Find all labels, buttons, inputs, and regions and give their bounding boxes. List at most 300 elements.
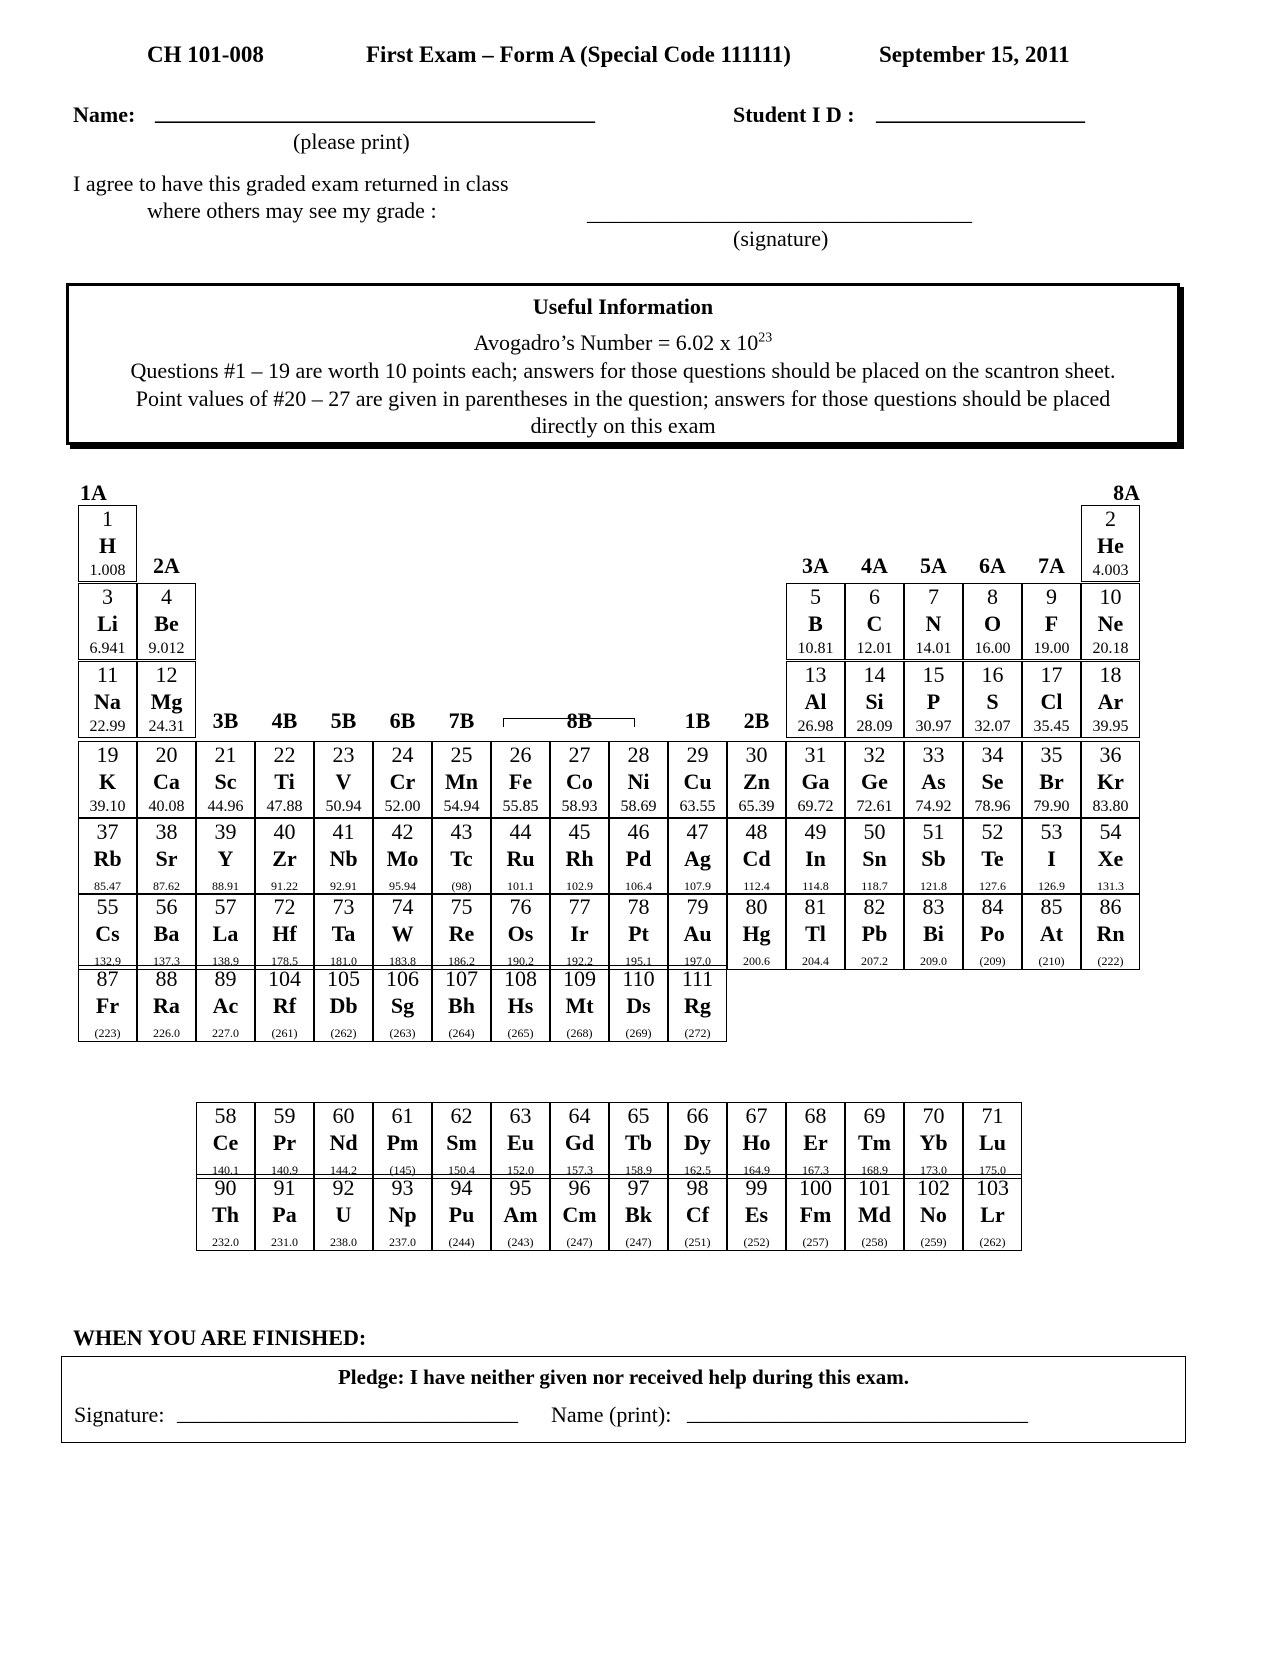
element-cell-hs <box>491 965 550 1042</box>
signature-caption: (signature) <box>733 226 829 251</box>
exam-title: First Exam – Form A (Special Code 111111) <box>366 42 791 67</box>
avogadro-exponent: 23 <box>758 330 773 346</box>
element-cell-md <box>845 1174 904 1251</box>
atomic-mass: 127.6 <box>979 879 1006 893</box>
element-cell-mt <box>550 965 609 1042</box>
element-cell-y <box>196 818 255 895</box>
element-cell-w <box>373 893 432 970</box>
atomic-mass: 78.96 <box>974 798 1011 815</box>
atomic-mass: 24.31 <box>148 718 185 735</box>
atomic-mass: 1.008 <box>89 562 126 579</box>
atomic-number: 4 <box>161 584 172 609</box>
element-cell-se <box>963 741 1022 818</box>
element-symbol: B <box>808 611 823 636</box>
student-id-field[interactable]: ___________________ <box>876 100 1085 125</box>
element-symbol: S <box>986 689 999 714</box>
element-symbol: Ho <box>742 1130 771 1155</box>
element-cell-fe <box>491 741 550 818</box>
atomic-number: 17 <box>1040 662 1063 687</box>
element-cell-tc <box>432 818 491 895</box>
element-symbol: Ni <box>627 769 650 794</box>
element-cell-sn <box>845 818 904 895</box>
element-symbol: Cf <box>685 1202 710 1227</box>
element-symbol: F <box>1044 611 1059 636</box>
atomic-number: 66 <box>686 1103 709 1128</box>
atomic-number: 20 <box>155 742 178 767</box>
atomic-mass: 197.0 <box>684 954 711 968</box>
pledge-signature-field[interactable]: _______________________________ <box>177 1400 518 1425</box>
atomic-number: 95 <box>509 1175 532 1200</box>
atomic-number: 80 <box>745 894 768 919</box>
element-symbol: Ag <box>684 846 711 871</box>
element-cell-co <box>550 741 609 818</box>
element-cell-cm <box>550 1174 609 1251</box>
element-cell-ba <box>137 893 196 970</box>
element-symbol: He <box>1097 533 1124 558</box>
atomic-mass: (210) <box>1038 954 1065 968</box>
element-cell-pt <box>609 893 668 970</box>
element-cell-ho <box>727 1102 786 1179</box>
element-cell-yb <box>904 1102 963 1179</box>
atomic-mass: (269) <box>625 1026 652 1040</box>
atomic-number: 72 <box>273 894 296 919</box>
element-symbol: Sb <box>921 846 946 871</box>
atomic-number: 91 <box>273 1175 296 1200</box>
atomic-mass: (262) <box>330 1026 357 1040</box>
pledge-text: Pledge: I have neither given nor received help during this exam. <box>337 1365 910 1389</box>
element-symbol: Si <box>865 689 884 714</box>
element-cell-th <box>196 1174 255 1251</box>
atomic-mass: 87.62 <box>153 879 180 893</box>
element-cell-np <box>373 1174 432 1251</box>
element-cell-rh <box>550 818 609 895</box>
atomic-number: 51 <box>922 819 945 844</box>
atomic-number: 96 <box>568 1175 591 1200</box>
element-symbol: Th <box>212 1202 239 1227</box>
atomic-mass: 102.9 <box>566 879 593 893</box>
element-cell-tm <box>845 1102 904 1179</box>
element-cell-at <box>1022 893 1081 970</box>
atomic-number: 10 <box>1099 584 1122 609</box>
element-symbol: Pd <box>625 846 652 871</box>
element-symbol: At <box>1039 921 1064 946</box>
atomic-number: 18 <box>1099 662 1122 687</box>
atomic-mass: 131.3 <box>1097 879 1124 893</box>
element-symbol: Au <box>683 921 712 946</box>
element-symbol: N <box>925 611 942 636</box>
element-symbol: Bi <box>923 921 944 946</box>
atomic-number: 49 <box>804 819 827 844</box>
atomic-number: 40 <box>273 819 296 844</box>
atomic-number: 68 <box>804 1103 827 1128</box>
info-title: Useful Information <box>532 294 714 319</box>
atomic-mass: 83.80 <box>1092 798 1129 815</box>
atomic-number: 7 <box>928 584 939 609</box>
atomic-number: 27 <box>568 742 591 767</box>
atomic-mass: 152.0 <box>507 1163 534 1177</box>
element-cell-s <box>963 661 1022 738</box>
group-label-1b: 1B <box>684 708 711 733</box>
element-symbol: Mo <box>386 846 419 871</box>
atomic-number: 21 <box>214 742 237 767</box>
atomic-number: 107 <box>445 966 478 991</box>
atomic-number: 75 <box>450 894 473 919</box>
atomic-number: 79 <box>686 894 709 919</box>
element-symbol: K <box>98 769 117 794</box>
element-symbol: Nb <box>329 846 358 871</box>
atomic-mass: (145) <box>389 1163 416 1177</box>
element-cell-h <box>78 505 137 582</box>
atomic-mass: 79.90 <box>1033 798 1070 815</box>
atomic-number: 19 <box>96 742 119 767</box>
element-symbol: Cd <box>742 846 771 871</box>
element-cell-os <box>491 893 550 970</box>
group-label-6a: 6A <box>979 553 1006 578</box>
atomic-mass: 226.0 <box>153 1026 180 1040</box>
atomic-mass: 181.0 <box>330 954 357 968</box>
atomic-number: 101 <box>858 1175 891 1200</box>
element-symbol: Hg <box>742 921 771 946</box>
agree-text-2: where others may see my grade : <box>147 198 437 223</box>
element-cell-zn <box>727 741 786 818</box>
element-symbol: Dy <box>684 1130 711 1155</box>
atomic-number: 93 <box>391 1175 414 1200</box>
atomic-number: 52 <box>981 819 1004 844</box>
atomic-mass: (247) <box>625 1235 652 1249</box>
element-symbol: Ds <box>626 993 651 1018</box>
atomic-number: 98 <box>686 1175 709 1200</box>
info-line-1: Questions #1 – 19 are worth 10 points each; answers for those questions should be placed on the scantron sheet. <box>130 358 1116 383</box>
atomic-number: 2 <box>1105 506 1116 531</box>
element-symbol: Pr <box>272 1130 297 1155</box>
atomic-mass: 26.98 <box>797 718 834 735</box>
atomic-number: 62 <box>450 1103 473 1128</box>
element-symbol: O <box>983 611 1002 636</box>
element-symbol: Y <box>217 846 234 871</box>
atomic-number: 60 <box>332 1103 355 1128</box>
element-symbol: Ga <box>801 769 830 794</box>
atomic-number: 110 <box>622 966 655 991</box>
atomic-number: 33 <box>922 742 945 767</box>
atomic-number: 9 <box>1046 584 1057 609</box>
element-cell-p <box>904 661 963 738</box>
atomic-mass: (243) <box>507 1235 534 1249</box>
atomic-mass: (257) <box>802 1235 829 1249</box>
atomic-number: 44 <box>509 819 532 844</box>
atomic-number: 48 <box>745 819 768 844</box>
atomic-mass: 183.8 <box>389 954 416 968</box>
element-cell-xe <box>1081 818 1140 895</box>
avogadro-text: Avogadro’s Number = 6.02 x 10 <box>473 330 759 355</box>
atomic-number: 73 <box>332 894 355 919</box>
element-cell-la <box>196 893 255 970</box>
atomic-mass: 112.4 <box>743 879 770 893</box>
atomic-number: 45 <box>568 819 591 844</box>
atomic-number: 12 <box>155 662 178 687</box>
element-cell-es <box>727 1174 786 1251</box>
atomic-number: 50 <box>863 819 886 844</box>
element-symbol: Pm <box>386 1130 419 1155</box>
atomic-number: 46 <box>627 819 650 844</box>
atomic-number: 81 <box>804 894 827 919</box>
element-symbol: Ta <box>331 921 356 946</box>
element-symbol: Rg <box>684 993 711 1018</box>
atomic-mass: 158.9 <box>625 1163 652 1177</box>
atomic-mass: 47.88 <box>266 798 303 815</box>
atomic-mass: 72.61 <box>856 798 893 815</box>
atomic-mass: 167.3 <box>802 1163 829 1177</box>
element-symbol: Fm <box>799 1202 832 1227</box>
atomic-number: 24 <box>391 742 414 767</box>
atomic-mass: (222) <box>1097 954 1124 968</box>
element-cell-li <box>78 583 137 660</box>
atomic-number: 77 <box>568 894 591 919</box>
group-label-7b: 7B <box>448 708 475 733</box>
element-cell-tl <box>786 893 845 970</box>
atomic-mass: 173.0 <box>920 1163 947 1177</box>
element-cell-mn <box>432 741 491 818</box>
atomic-mass: 69.72 <box>797 798 834 815</box>
atomic-mass: 20.18 <box>1092 640 1129 657</box>
element-cell-nd <box>314 1102 373 1179</box>
group-label-4b: 4B <box>271 708 298 733</box>
element-symbol: La <box>212 921 239 946</box>
atomic-number: 103 <box>976 1175 1009 1200</box>
atomic-number: 102 <box>917 1175 950 1200</box>
atomic-number: 1 <box>102 506 113 531</box>
element-symbol: Cu <box>683 769 712 794</box>
element-symbol: Fe <box>508 769 533 794</box>
element-symbol: Lu <box>979 1130 1006 1155</box>
atomic-mass: 58.93 <box>561 798 598 815</box>
element-cell-sm <box>432 1102 491 1179</box>
element-symbol: Sr <box>155 846 178 871</box>
finish-heading: WHEN YOU ARE FINISHED: <box>73 1325 367 1350</box>
atomic-mass: 114.8 <box>802 879 829 893</box>
element-cell-ru <box>491 818 550 895</box>
element-symbol: Be <box>154 611 179 636</box>
atomic-mass: 140.9 <box>271 1163 298 1177</box>
element-symbol: Er <box>803 1130 828 1155</box>
atomic-number: 84 <box>981 894 1004 919</box>
atomic-mass: 14.01 <box>915 640 952 657</box>
element-symbol: Ne <box>1097 611 1124 636</box>
atomic-number: 14 <box>863 662 886 687</box>
element-cell-bh <box>432 965 491 1042</box>
atomic-number: 99 <box>745 1175 768 1200</box>
pledge-name-label: Name (print): <box>551 1402 672 1427</box>
atomic-mass: 19.00 <box>1033 640 1070 657</box>
atomic-mass: (244) <box>448 1235 475 1249</box>
atomic-mass: 132.9 <box>94 954 121 968</box>
atomic-mass: 58.69 <box>620 798 657 815</box>
atomic-mass: (247) <box>566 1235 593 1249</box>
atomic-mass: 30.97 <box>915 718 952 735</box>
info-line-2: Point values of #20 – 27 are given in parentheses in the question; answers for those questions should be placed <box>135 386 1111 411</box>
element-symbol: Ra <box>153 993 180 1018</box>
element-symbol: Os <box>507 921 534 946</box>
atomic-mass: 238.0 <box>330 1235 357 1249</box>
atomic-mass: 232.0 <box>212 1235 239 1249</box>
atomic-number: 100 <box>799 1175 832 1200</box>
element-symbol: P <box>926 689 941 714</box>
element-cell-ge <box>845 741 904 818</box>
name-field[interactable]: ________________________________________ <box>155 100 595 125</box>
element-symbol: Xe <box>1097 846 1124 871</box>
group-label-6b: 6B <box>389 708 416 733</box>
atomic-mass: (252) <box>743 1235 770 1249</box>
atomic-number: 104 <box>268 966 301 991</box>
element-cell-ds <box>609 965 668 1042</box>
atomic-number: 64 <box>568 1103 591 1128</box>
element-symbol: Kr <box>1097 769 1124 794</box>
element-cell-lu <box>963 1102 1022 1179</box>
group-label-5b: 5B <box>330 708 357 733</box>
element-cell-bi <box>904 893 963 970</box>
element-cell-c <box>845 583 904 660</box>
element-cell-eu <box>491 1102 550 1179</box>
element-symbol: Ru <box>506 846 535 871</box>
atomic-mass: 175.0 <box>979 1163 1006 1177</box>
element-symbol: Pt <box>628 921 649 946</box>
element-cell-sg <box>373 965 432 1042</box>
element-symbol: V <box>335 769 352 794</box>
element-cell-ti <box>255 741 314 818</box>
group-label-1a: 1A <box>80 480 107 505</box>
element-symbol: Es <box>744 1202 769 1227</box>
atomic-number: 57 <box>214 894 237 919</box>
atomic-mass: (265) <box>507 1026 534 1040</box>
atomic-mass: 12.01 <box>856 640 893 657</box>
atomic-mass: (262) <box>979 1235 1006 1249</box>
exam-date: September 15, 2011 <box>879 42 1070 67</box>
atomic-number: 54 <box>1099 819 1122 844</box>
element-cell-lr <box>963 1174 1022 1251</box>
element-cell-u <box>314 1174 373 1251</box>
group-label-7a: 7A <box>1038 553 1065 578</box>
atomic-number: 97 <box>627 1175 650 1200</box>
element-cell-ir <box>550 893 609 970</box>
signature-field[interactable]: ___________________________________ <box>587 200 972 225</box>
element-cell-hf <box>255 893 314 970</box>
element-symbol: Sn <box>862 846 887 871</box>
atomic-mass: 10.81 <box>797 640 834 657</box>
element-cell-n <box>904 583 963 660</box>
element-cell-mo <box>373 818 432 895</box>
element-cell-ca <box>137 741 196 818</box>
atomic-number: 82 <box>863 894 886 919</box>
element-cell-f <box>1022 583 1081 660</box>
element-cell-re <box>432 893 491 970</box>
element-symbol: Sc <box>214 769 237 794</box>
element-symbol: Yb <box>919 1130 948 1155</box>
atomic-mass: 6.941 <box>89 640 126 657</box>
atomic-number: 22 <box>273 742 296 767</box>
atomic-mass: 207.2 <box>861 954 888 968</box>
element-cell-rf <box>255 965 314 1042</box>
atomic-mass: 150.4 <box>448 1163 475 1177</box>
atomic-mass: 121.8 <box>920 879 947 893</box>
element-cell-k <box>78 741 137 818</box>
element-symbol: Db <box>329 993 358 1018</box>
atomic-mass: (272) <box>684 1026 711 1040</box>
element-symbol: Se <box>981 769 1004 794</box>
element-cell-v <box>314 741 373 818</box>
element-cell-b <box>786 583 845 660</box>
group-label-4a: 4A <box>861 553 888 578</box>
atomic-mass: (251) <box>684 1235 711 1249</box>
atomic-mass: (258) <box>861 1235 888 1249</box>
atomic-number: 78 <box>627 894 650 919</box>
atomic-mass: (263) <box>389 1026 416 1040</box>
element-symbol: Am <box>503 1202 538 1227</box>
atomic-number: 90 <box>214 1175 237 1200</box>
element-symbol: Ba <box>153 921 180 946</box>
element-symbol: Fr <box>95 993 120 1018</box>
atomic-number: 69 <box>863 1103 886 1128</box>
element-cell-ar <box>1081 661 1140 738</box>
element-symbol: Al <box>804 689 827 714</box>
group-label-8b: 8B <box>566 708 593 733</box>
atomic-number: 25 <box>450 742 473 767</box>
atomic-mass: 126.9 <box>1038 879 1065 893</box>
atomic-number: 55 <box>96 894 119 919</box>
atomic-number: 23 <box>332 742 355 767</box>
pledge-name-field[interactable]: _______________________________ <box>687 1400 1028 1425</box>
atomic-number: 71 <box>981 1103 1004 1128</box>
element-symbol: Md <box>858 1202 891 1227</box>
group-8b-bracket <box>503 718 635 727</box>
element-cell-er <box>786 1102 845 1179</box>
element-symbol: As <box>921 769 946 794</box>
element-cell-al <box>786 661 845 738</box>
element-cell-he <box>1081 505 1140 582</box>
atomic-mass: (264) <box>448 1026 475 1040</box>
element-symbol: Pa <box>272 1202 297 1227</box>
atomic-mass: (223) <box>94 1026 121 1040</box>
element-symbol: Cm <box>562 1202 597 1227</box>
element-cell-zr <box>255 818 314 895</box>
group-label-2a: 2A <box>153 553 180 578</box>
atomic-mass: 118.7 <box>861 879 888 893</box>
student-id-label: Student I D : <box>733 102 855 127</box>
atomic-mass: 200.6 <box>743 954 770 968</box>
element-symbol: Ti <box>274 769 295 794</box>
element-symbol: Ir <box>570 921 589 946</box>
element-cell-te <box>963 818 1022 895</box>
atomic-mass: (261) <box>271 1026 298 1040</box>
element-cell-ta <box>314 893 373 970</box>
element-symbol: Mg <box>150 689 183 714</box>
atomic-mass: 190.2 <box>507 954 534 968</box>
atomic-number: 105 <box>327 966 360 991</box>
element-symbol: Te <box>981 846 1004 871</box>
element-cell-ac <box>196 965 255 1042</box>
element-cell-ce <box>196 1102 255 1179</box>
atomic-number: 106 <box>386 966 419 991</box>
atomic-mass: 9.012 <box>148 640 185 657</box>
atomic-number: 36 <box>1099 742 1122 767</box>
element-cell-bk <box>609 1174 668 1251</box>
element-cell-hg <box>727 893 786 970</box>
element-symbol: Lr <box>980 1202 1005 1227</box>
atomic-number: 34 <box>981 742 1004 767</box>
element-symbol: Ge <box>861 769 888 794</box>
atomic-number: 29 <box>686 742 709 767</box>
atomic-mass: 63.55 <box>679 798 716 815</box>
element-cell-po <box>963 893 1022 970</box>
element-symbol: Pb <box>861 921 888 946</box>
